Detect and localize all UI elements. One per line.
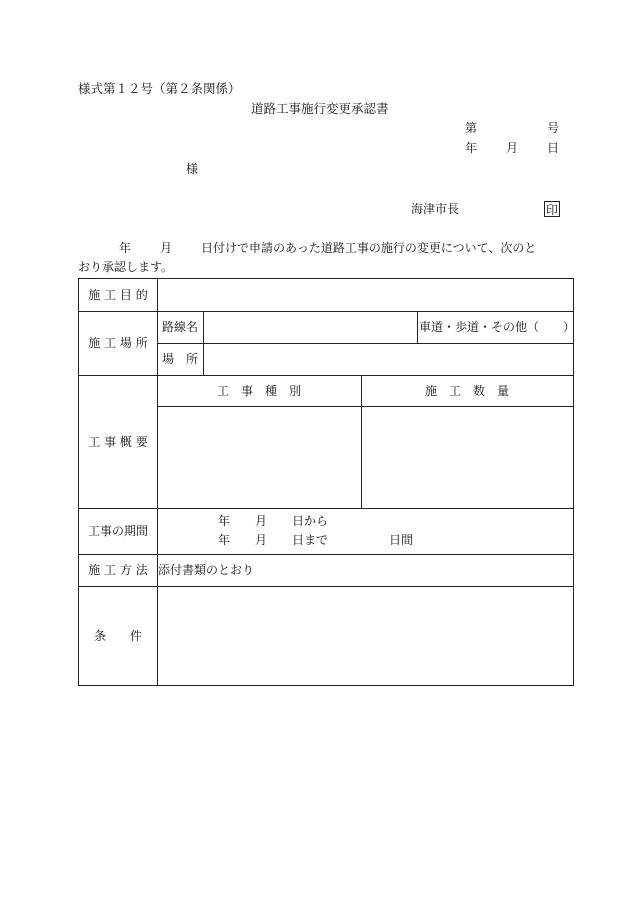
quantity-header: 施 工 数 量 bbox=[424, 383, 509, 398]
period-days: 日間 bbox=[389, 533, 414, 547]
seal-stamp bbox=[544, 201, 560, 217]
date-month: 月 bbox=[506, 141, 519, 155]
mayor-name: 海津市長 bbox=[411, 202, 460, 216]
period-to-day: 日まで bbox=[292, 533, 329, 547]
location-label: 場 所 bbox=[161, 352, 198, 366]
seal-label: 印 bbox=[545, 202, 558, 217]
road-type-options: 車道・歩道・その他（ ） bbox=[419, 320, 576, 334]
col-divider bbox=[417, 311, 418, 343]
route-value bbox=[207, 311, 413, 343]
number-dai: 第 bbox=[465, 121, 478, 135]
number-go: 号 bbox=[547, 121, 560, 135]
addressee-sama: 様 bbox=[186, 162, 199, 176]
summary-label: 工 事 概 要 bbox=[88, 434, 148, 449]
body-text-line2: おり承認します。 bbox=[78, 260, 174, 274]
purpose-value bbox=[161, 279, 571, 311]
conditions-label: 条 件 bbox=[93, 628, 142, 643]
body-year: 年 bbox=[119, 241, 132, 255]
period-from-year: 年 bbox=[218, 514, 231, 528]
purpose-label: 施 工 目 的 bbox=[88, 288, 148, 302]
period-from-month: 月 bbox=[255, 514, 268, 528]
method-label: 施 工 方 法 bbox=[88, 563, 148, 577]
col-divider bbox=[203, 311, 204, 375]
work-type-header: 工 事 種 別 bbox=[216, 383, 301, 398]
form-number: 様式第１２号（第２条関係） bbox=[78, 81, 241, 96]
row-divider bbox=[157, 406, 573, 407]
date-year: 年 bbox=[465, 141, 478, 155]
period-label: 工事の期間 bbox=[87, 524, 148, 538]
method-value: 添付書類のとおり bbox=[158, 563, 255, 577]
approval-table bbox=[78, 278, 574, 686]
body-text-line1: 日付けで申請のあった道路工事の施行の変更について、次のと bbox=[201, 241, 537, 255]
body-month: 月 bbox=[160, 241, 173, 255]
date-day: 日 bbox=[547, 141, 560, 155]
document-title: 道路工事施行変更承認書 bbox=[251, 101, 389, 116]
place-label: 施 工 場 所 bbox=[88, 336, 148, 350]
period-to-year: 年 bbox=[218, 533, 231, 547]
route-label: 路線名 bbox=[161, 320, 198, 334]
period-from-day: 日から bbox=[292, 514, 329, 528]
period-to-month: 月 bbox=[255, 533, 268, 547]
location-value bbox=[207, 343, 569, 375]
